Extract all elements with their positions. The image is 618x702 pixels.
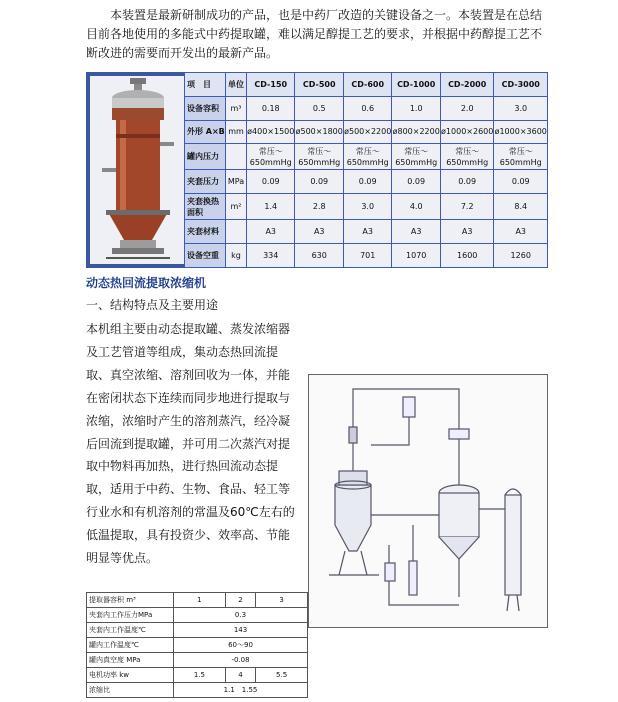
row-unit	[226, 144, 247, 170]
description-line: 行业水和有机溶剂的常温及60℃左右的	[86, 505, 295, 520]
table-cell: 常压～650mmHg	[247, 144, 295, 170]
row-unit: m²	[226, 194, 247, 220]
table-cell: 8.4	[494, 194, 548, 220]
table-header-cell: CD-3000	[494, 73, 548, 97]
table-row	[185, 170, 548, 194]
intro-text: 本装置是最新研制成功的产品，也是中药厂改造的关键设备之一。本装置是在总结目前各地使用的多能式中药提取罐，难以满足醇提工艺的要求，并根据中药醇提工艺不断改进的需要而开发出的最新产品。	[86, 8, 543, 60]
table-cell: 常压～650mmHg	[440, 144, 494, 170]
table-row	[185, 194, 548, 220]
row-label: 罐内真空度 MPa	[87, 653, 174, 668]
description-line: 及工艺管道等组成，集动态热回流提	[86, 344, 279, 359]
table-cell: 4	[225, 668, 255, 683]
description-line: 本机组主要由动态提取罐、蒸发浓缩器	[86, 322, 291, 336]
table-cell: 630	[295, 244, 343, 268]
table-cell: 1.1 1.55	[174, 683, 308, 698]
description-line: 明显等优点。	[86, 551, 159, 566]
table-cell: 常压～650mmHg	[494, 144, 548, 170]
table-cell: 5.5	[256, 668, 308, 683]
table-cell: -0.08	[174, 653, 308, 668]
table-cell: 0.3	[174, 608, 308, 623]
row-label: 夹套内工作压力MPa	[87, 608, 174, 623]
row-label: 罐内工作温度℃	[87, 638, 174, 653]
row-label: 电机功率 kw	[87, 668, 174, 683]
table-cell: 4.0	[392, 194, 440, 220]
row-label: 夹套压力	[185, 170, 226, 194]
section-subtitle: 一、结构特点及主要用途	[86, 298, 219, 312]
table-cell: 701	[343, 244, 391, 268]
row-label: 罐内压力	[185, 144, 226, 170]
table-cell: 0.09	[247, 170, 295, 194]
table-header-cell: CD-2000	[440, 73, 494, 97]
spec-table	[184, 72, 548, 268]
table-header-cell: CD-1000	[392, 73, 440, 97]
table-cell: 0.6	[343, 96, 391, 120]
table-row	[87, 608, 308, 623]
description-line: 在密闭状态下连续而同步地进行提取与	[86, 390, 291, 405]
table-cell: 60～90	[174, 638, 308, 653]
table-header-row	[87, 593, 308, 608]
description-line: 取、真空浓缩、溶剂回收为一体，并能	[86, 367, 291, 382]
table-cell: 334	[247, 244, 295, 268]
table-cell: ø1000×3600	[494, 120, 548, 144]
table-row	[87, 623, 308, 638]
table-header-cell: CD-600	[343, 73, 391, 97]
table-cell: A3	[295, 220, 343, 244]
table-cell: 3.0	[343, 194, 391, 220]
table-cell: 3.0	[494, 96, 548, 120]
description-line: 低温提取，具有投资少、效率高、节能	[86, 528, 291, 543]
table-cell: 1.5	[174, 668, 226, 683]
table-cell: 0.09	[343, 170, 391, 194]
table-header-cell: 1	[174, 593, 226, 608]
table-cell: 0.09	[295, 170, 343, 194]
description-line: 取，适用于中药、生物、食品、轻工等	[86, 482, 291, 497]
process-flow-diagram	[308, 374, 548, 628]
table-cell: 0.09	[440, 170, 494, 194]
row-label: 外形 A×B	[185, 120, 226, 144]
table-cell: ø500×2200	[343, 120, 391, 144]
table-row	[185, 120, 548, 144]
extraction-tank-photo	[86, 72, 190, 268]
row-label: 浓缩比	[87, 683, 174, 698]
table-cell: ø500×1800	[295, 120, 343, 144]
row-label: 夹套材料	[185, 220, 226, 244]
table-header-cell: CD-150	[247, 73, 295, 97]
table-cell: 2.0	[440, 96, 494, 120]
row-label: 设备容积	[185, 96, 226, 120]
table-cell: ø1000×2600	[440, 120, 494, 144]
intro-paragraph	[86, 6, 546, 63]
table-cell: 0.5	[295, 96, 343, 120]
table-cell: 0.09	[392, 170, 440, 194]
section-title: 动态热回流提取浓缩机	[86, 276, 207, 290]
table-cell: 0.09	[494, 170, 548, 194]
table-header-cell: 3	[256, 593, 308, 608]
table-cell: A3	[440, 220, 494, 244]
table-row	[185, 220, 548, 244]
table-cell: A3	[247, 220, 295, 244]
table-row	[87, 668, 308, 683]
table-cell: A3	[392, 220, 440, 244]
row-unit	[226, 220, 247, 244]
table-header-cell: 单位	[226, 73, 247, 97]
row-label: 设备空重	[185, 244, 226, 268]
table-row	[87, 653, 308, 668]
table-cell: 1.4	[247, 194, 295, 220]
table-row	[87, 683, 308, 698]
table-header-cell: 2	[225, 593, 255, 608]
table-row	[185, 244, 548, 268]
row-unit: kg	[226, 244, 247, 268]
row-unit: mm	[226, 120, 247, 144]
table-cell: 1260	[494, 244, 548, 268]
table-cell: 2.8	[295, 194, 343, 220]
table-cell: 143	[174, 623, 308, 638]
table-cell: A3	[343, 220, 391, 244]
table-cell: ø400×1500	[247, 120, 295, 144]
table-cell: 常压～650mmHg	[343, 144, 391, 170]
table-header-cell: 提取器容积 m³	[87, 593, 174, 608]
row-label: 夹套换热面积	[185, 194, 226, 220]
description-line: 浓缩，浓缩时产生的溶剂蒸汽，经冷凝	[86, 413, 291, 428]
row-unit: m³	[226, 96, 247, 120]
row-unit: MPa	[226, 170, 247, 194]
table-cell: A3	[494, 220, 548, 244]
table-cell: 常压～650mmHg	[392, 144, 440, 170]
table-header-cell: CD-500	[295, 73, 343, 97]
description-line: 后回流到提取罐，并可用二次蒸汽对提	[86, 436, 291, 451]
table-cell: 1600	[440, 244, 494, 268]
table-row	[87, 638, 308, 653]
table-row	[185, 96, 548, 120]
description-line: 取中物料再加热，进行热回流动态提	[86, 459, 279, 474]
table-cell: 1.0	[392, 96, 440, 120]
row-label: 夹套内工作温度℃	[87, 623, 174, 638]
table-cell: 7.2	[440, 194, 494, 220]
table-header-row	[185, 73, 548, 97]
table-cell: 0.18	[247, 96, 295, 120]
table-cell: 常压～650mmHg	[295, 144, 343, 170]
table-row	[185, 144, 548, 170]
description-text	[86, 318, 300, 570]
table-header-cell: 项 目	[185, 73, 226, 97]
spec-table-2	[86, 592, 308, 698]
table-cell: ø800×2200	[392, 120, 440, 144]
table-cell: 1070	[392, 244, 440, 268]
